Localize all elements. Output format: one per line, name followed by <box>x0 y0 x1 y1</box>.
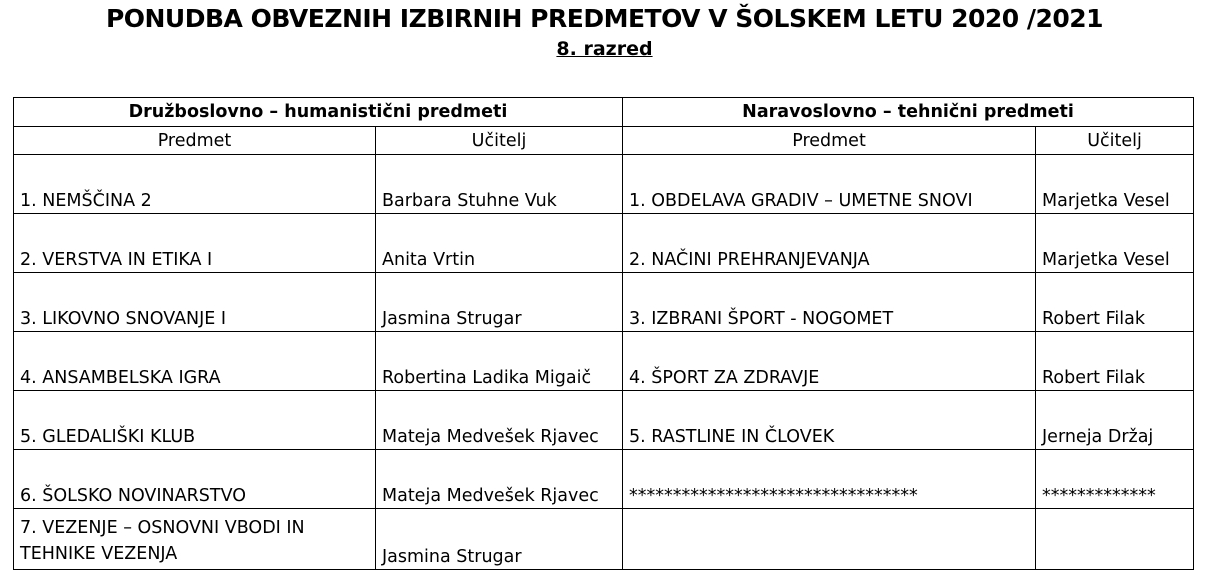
table-row <box>14 155 1194 214</box>
subject-cell <box>623 509 1036 570</box>
table-row <box>14 391 1194 450</box>
table-row <box>14 273 1194 332</box>
table-row <box>14 214 1194 273</box>
teacher-cell: Jasmina Strugar <box>376 273 623 332</box>
column-header-teacher: Učitelj <box>1036 127 1194 155</box>
subject-cell: 2. VERSTVA IN ETIKA I <box>14 214 376 273</box>
subject-cell: 4. ŠPORT ZA ZDRAVJE <box>623 332 1036 391</box>
group-header-natural: Naravoslovno – tehnični predmeti <box>623 98 1194 127</box>
teacher-cell: Anita Vrtin <box>376 214 623 273</box>
table-row <box>14 450 1194 509</box>
column-header-teacher: Učitelj <box>376 127 623 155</box>
teacher-cell: Jasmina Strugar <box>376 509 623 570</box>
subject-cell: 6. ŠOLSKO NOVINARSTVO <box>14 450 376 509</box>
teacher-cell: Jerneja Držaj <box>1036 391 1194 450</box>
teacher-cell: Mateja Medvešek Rjavec <box>376 391 623 450</box>
column-header-subject: Predmet <box>14 127 376 155</box>
subject-cell: 4. ANSAMBELSKA IGRA <box>14 332 376 391</box>
table-row <box>14 509 1194 570</box>
column-header-subject: Predmet <box>623 127 1036 155</box>
teacher-cell: Marjetka Vesel <box>1036 155 1194 214</box>
page-title: PONUDBA OBVEZNIH IZBIRNIH PREDMETOV V ŠOLSKEM LETU 2020 /2021 <box>105 4 1104 33</box>
teacher-cell: Barbara Stuhne Vuk <box>376 155 623 214</box>
table-row <box>14 332 1194 391</box>
teacher-cell: Robert Filak <box>1036 273 1194 332</box>
column-header-row <box>14 127 1194 155</box>
subject-cell: 1. NEMŠČINA 2 <box>14 155 376 214</box>
group-header-row <box>14 98 1194 127</box>
teacher-cell <box>1036 509 1194 570</box>
teacher-cell: Marjetka Vesel <box>1036 214 1194 273</box>
subjects-table <box>13 97 1194 570</box>
subject-cell: 2. NAČINI PREHRANJEVANJA <box>623 214 1036 273</box>
teacher-cell: Mateja Medvešek Rjavec <box>376 450 623 509</box>
subject-cell: 1. OBDELAVA GRADIV – UMETNE SNOVI <box>623 155 1036 214</box>
teacher-cell: Robertina Ladika Migaič <box>376 332 623 391</box>
group-header-social: Družboslovno – humanistični predmeti <box>14 98 623 127</box>
subject-cell: 3. LIKOVNO SNOVANJE I <box>14 273 376 332</box>
subject-cell: ********************************* <box>623 450 1036 509</box>
teacher-cell: Robert Filak <box>1036 332 1194 391</box>
subject-cell: 5. GLEDALIŠKI KLUB <box>14 391 376 450</box>
grade-subtitle: 8. razred <box>556 38 653 60</box>
teacher-cell: ************* <box>1036 450 1194 509</box>
subject-cell: 5. RASTLINE IN ČLOVEK <box>623 391 1036 450</box>
subject-cell: 7. VEZENJE – OSNOVNI VBODI IN TEHNIKE VEZENJA <box>14 509 376 570</box>
subject-cell: 3. IZBRANI ŠPORT - NOGOMET <box>623 273 1036 332</box>
